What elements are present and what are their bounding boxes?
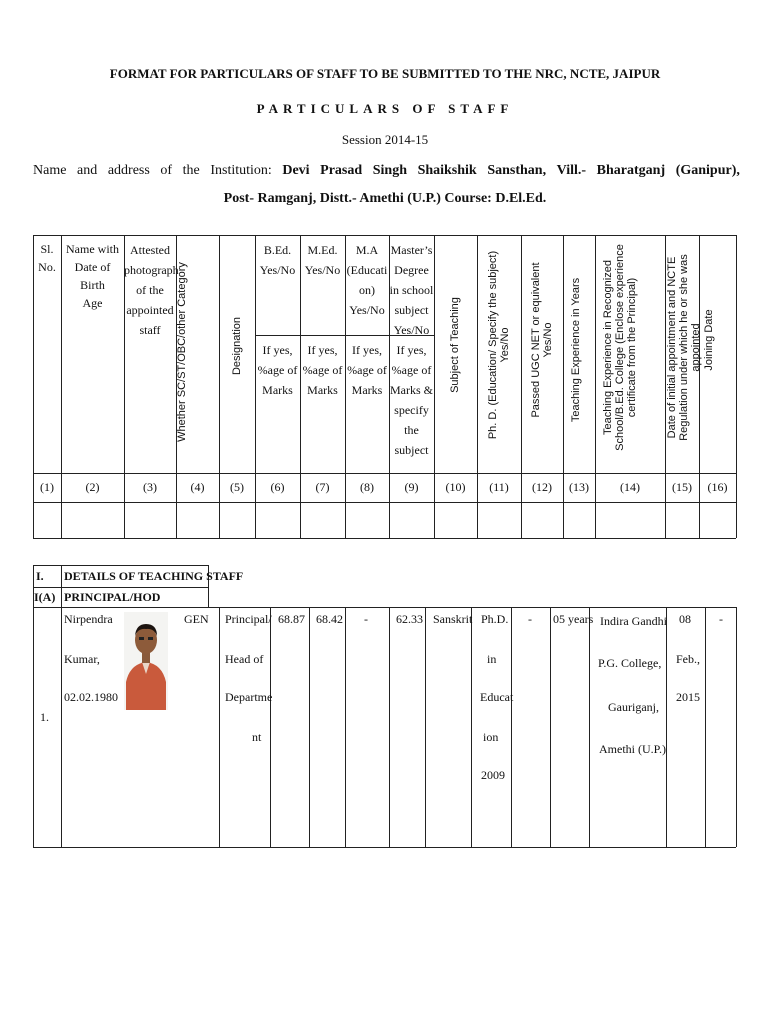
- header-line: in school: [389, 283, 434, 297]
- phd-value: Ph.D.: [481, 612, 509, 626]
- header-line: If yes,: [262, 343, 293, 357]
- col-ma-marks: [345, 340, 389, 400]
- header-line: on): [359, 283, 375, 297]
- page-title: FORMAT FOR PARTICULARS OF STAFF TO BE SUBMITTED TO THE NRC, NCTE, JAIPUR: [109, 66, 661, 81]
- col-number: (5): [230, 480, 244, 494]
- header-line: %age of: [257, 363, 298, 377]
- inst-word: the: [182, 163, 200, 178]
- row-serial: 1.: [40, 710, 49, 724]
- header-line: Marks &: [390, 383, 433, 397]
- col-name-header: [61, 240, 124, 312]
- col-number: (16): [707, 480, 728, 494]
- med-marks: 68.42: [316, 612, 343, 626]
- header-line: subject: [394, 303, 429, 317]
- phd-value: in: [487, 652, 497, 666]
- header-line: Marks: [351, 383, 383, 397]
- header-line: M.A: [355, 243, 379, 257]
- col-subject-header: Subject of Teaching: [449, 297, 461, 393]
- header-line: If yes,: [396, 343, 427, 357]
- header-line: Master’s: [390, 243, 433, 257]
- designation-value: nt: [252, 730, 262, 744]
- header-line: Sl.: [40, 242, 54, 256]
- header-line: M.Ed.: [307, 243, 338, 257]
- inst-word: Shaikshik: [417, 163, 477, 178]
- col-phd-header: Ph. D. (Education/ Specify the subject) Yes/No: [487, 250, 511, 440]
- header-line: subject: [394, 443, 429, 457]
- col-masters-marks: [389, 340, 434, 460]
- header-line: %age of: [347, 363, 387, 377]
- inst-word: address: [107, 163, 150, 178]
- staff-dob: 02.02.1980: [64, 690, 118, 704]
- header-line: specify: [394, 403, 429, 417]
- header-line: Marks: [262, 383, 293, 397]
- col-recognized-header: Teaching Experience in Recognized School/B.Ed. College (Enclose experience certificate from the Principal): [602, 244, 638, 451]
- inst-word: Singh: [372, 163, 407, 178]
- header-line: photograph: [124, 263, 179, 277]
- col-exp-header: Teaching Experience in Years: [570, 277, 582, 423]
- section-number: I.: [36, 569, 44, 583]
- col-masters-header: [389, 240, 434, 340]
- net-value: -: [528, 612, 532, 626]
- designation-value: Principal/: [225, 612, 272, 626]
- col-number: (14): [620, 480, 640, 494]
- col-number: (11): [489, 480, 509, 494]
- header-line: Yes/No: [349, 303, 385, 317]
- recognized-value: P.G. College,: [598, 656, 662, 670]
- header-line: Name with: [66, 242, 119, 256]
- appointment-value: 08: [679, 612, 691, 626]
- joining-value: -: [719, 612, 723, 626]
- col-number: (10): [445, 480, 466, 494]
- col-number: (7): [315, 480, 330, 494]
- recognized-value: Gauriganj,: [608, 700, 659, 714]
- col-number: (6): [270, 480, 285, 494]
- col-number: (1): [40, 480, 54, 494]
- header-line: the: [404, 423, 419, 437]
- section-label: DETAILS OF TEACHING STAFF: [64, 569, 244, 583]
- inst-word: Devi: [282, 163, 310, 178]
- recognized-value: Indira Gandhi: [600, 614, 667, 628]
- header-line: Attested: [130, 243, 170, 257]
- col-number: (15): [672, 480, 692, 494]
- header-line: B.Ed.: [263, 243, 292, 257]
- header-line: (Educati: [346, 263, 388, 277]
- header-line: %age of: [391, 363, 432, 377]
- phd-value: 2009: [481, 768, 505, 782]
- staff-photo: [124, 612, 168, 710]
- category-value: GEN: [184, 612, 209, 626]
- col-appointment-header: Date of initial appointment and NCTE Regulation under which he or she was appointed: [666, 254, 702, 441]
- col-number: (8): [360, 480, 374, 494]
- header-line: Age: [82, 296, 103, 310]
- appointment-value: 2015: [676, 690, 700, 704]
- header-line: of the: [136, 283, 164, 297]
- header-line: Yes/No: [393, 323, 430, 337]
- header-line: Marks: [307, 383, 338, 397]
- col-number: (12): [532, 480, 552, 494]
- phd-value: Educat: [480, 690, 514, 704]
- subject-value: Sanskrit: [433, 612, 473, 626]
- col-med-header: [300, 240, 345, 280]
- masters-marks: 62.33: [396, 612, 423, 626]
- inst-word: Bharatganj: [596, 163, 666, 178]
- inst-word: Prasad: [320, 163, 363, 178]
- col-number: (13): [569, 480, 589, 494]
- col-sl-header: [33, 240, 61, 276]
- institution-line-2: Post- Ramganj, Distt.- Amethi (U.P.) Course: D.El.Ed.: [223, 191, 547, 206]
- header-line: If yes,: [352, 343, 382, 357]
- appointment-value: Feb.,: [676, 652, 700, 666]
- col-category-header: Whether SC/ST/OBC/other Category: [176, 262, 188, 442]
- col-number: (4): [190, 480, 205, 494]
- col-designation-header: Designation: [231, 316, 243, 376]
- inst-word: of: [160, 163, 173, 178]
- col-number: (3): [143, 480, 157, 494]
- col-joining-header: Joining Date: [703, 309, 715, 371]
- staff-name: Nirpendra: [64, 612, 113, 626]
- staff-name: Kumar,: [64, 652, 100, 666]
- inst-word: Sansthan,: [487, 163, 547, 178]
- inst-word: Institution:: [210, 163, 272, 178]
- header-line: If yes,: [307, 343, 338, 357]
- designation-value: Departme: [225, 690, 273, 704]
- col-photo-header: [124, 240, 179, 340]
- inst-word: Name: [33, 163, 67, 178]
- page-subtitle: PARTICULARS OF STAFF: [256, 101, 514, 116]
- header-line: Date of Birth: [74, 260, 111, 292]
- header-line: %age of: [302, 363, 343, 377]
- header-line: Yes/No: [259, 263, 296, 277]
- inst-word: Vill.-: [556, 163, 587, 178]
- col-number: (9): [404, 480, 419, 494]
- header-line: Yes/No: [304, 263, 341, 277]
- header-line: staff: [139, 323, 161, 337]
- institution-line: [33, 163, 740, 179]
- col-bed-marks: [255, 340, 300, 400]
- col-net-header: Passed UGC NET or equivalent Yes/No: [530, 262, 554, 418]
- designation-value: Head of: [225, 652, 264, 666]
- col-bed-header: [255, 240, 300, 280]
- col-ma-header: [345, 240, 389, 320]
- header-line: No.: [38, 260, 56, 274]
- col-med-marks: [300, 340, 345, 400]
- section-label: PRINCIPAL/HOD: [64, 590, 161, 604]
- experience-value: 05 years: [553, 612, 594, 626]
- section-number: I(A): [34, 590, 56, 604]
- inst-word: and: [77, 163, 98, 178]
- session-label: Session 2014-15: [341, 132, 429, 147]
- header-line: Degree: [394, 263, 429, 277]
- header-line: appointed: [126, 303, 174, 317]
- ma-marks: -: [364, 612, 368, 626]
- inst-word: (Ganipur),: [675, 163, 740, 178]
- bed-marks: 68.87: [278, 612, 305, 626]
- col-number: (2): [85, 480, 100, 494]
- recognized-value: Amethi (U.P.): [599, 742, 666, 756]
- phd-value: ion: [483, 730, 499, 744]
